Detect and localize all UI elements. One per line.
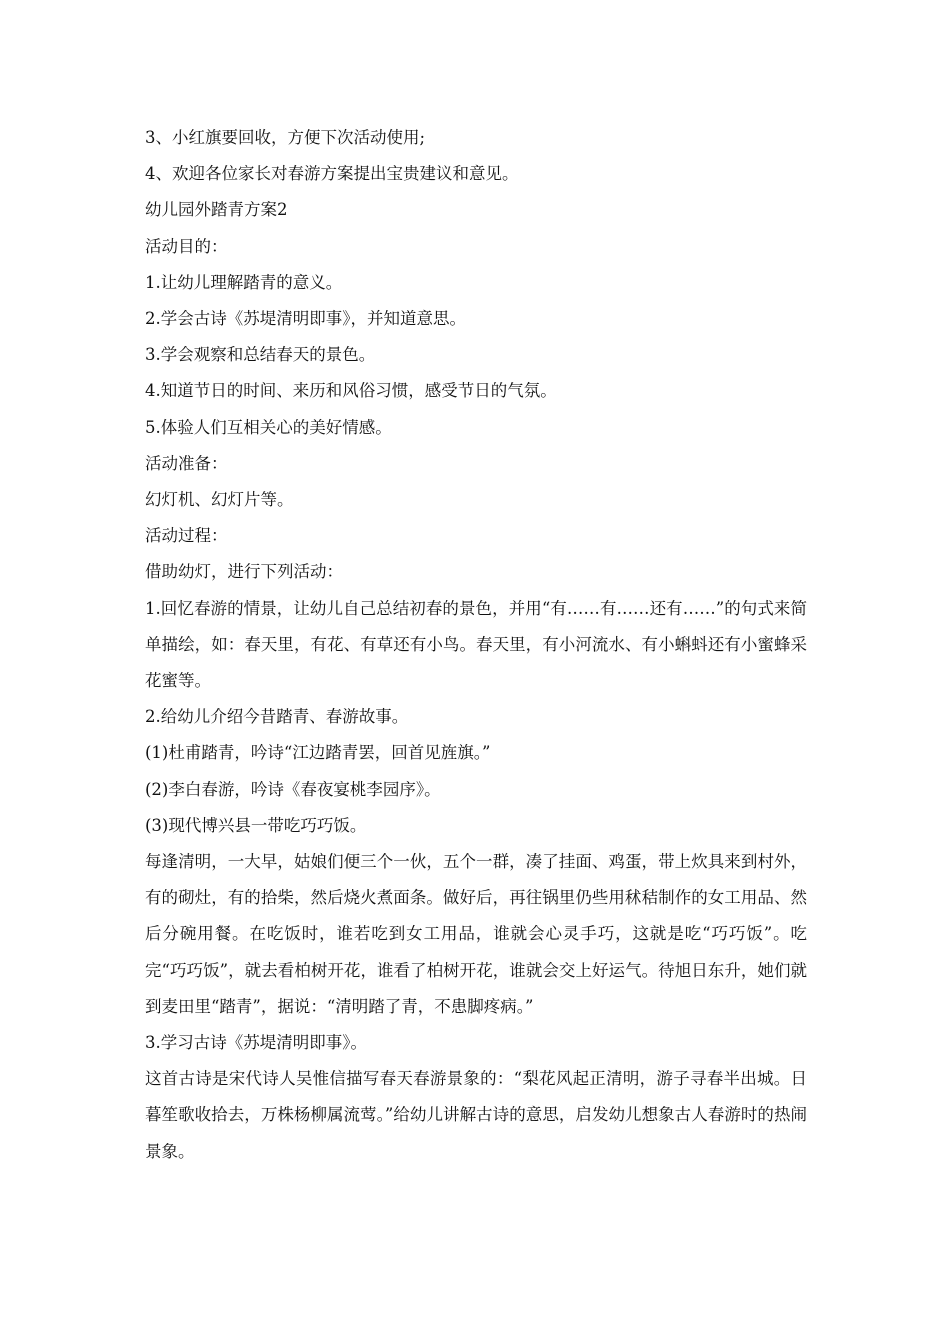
goal-item-4: 4.知道节日的时间、来历和风俗习惯，感受节日的气氛。 — [145, 381, 557, 401]
process-intro: 借助幼灯，进行下列活动： — [145, 562, 343, 582]
note-item-3: 3、小红旗要回收，方便下次活动使用; — [145, 128, 426, 147]
story-item-1: (1)杜甫踏青，吟诗“江边踏青罢，回首见旌旗。” — [145, 743, 491, 763]
document-body — [145, 120, 807, 1170]
process-step-2: 2.给幼儿介绍今昔踏青、春游故事。 — [145, 707, 409, 727]
story-description: 每逢清明，一大早，姑娘们便三个一伙，五个一群，凑了挂面、鸡蛋，带上炊具来到村外，有的砌灶，有的拾柴，然后烧火煮面条。做好后，再往锅里仍些用秫秸制作的女工用品、然后分碗用餐。在吃饭时，谁若吃到女工用品，谁就会心灵手巧，这就是吃“巧巧饭”。吃完“巧巧饭”，就去看柏树开花，谁看了柏树开花，谁就会交上好运气。待旭日东升，她们就到麦田里“踏青”，据说：“清明踏了青，不患脚疼病。” — [145, 852, 807, 1016]
heading-goals: 活动目的： — [145, 236, 228, 256]
story-item-2: (2)李白春游，吟诗《春夜宴桃李园序》。 — [145, 779, 441, 799]
goal-item-1: 1.让幼儿理解踏青的意义。 — [145, 272, 343, 292]
process-step-1: 1.回忆春游的情景，让幼儿自己总结初春的景色，并用“有……有……还有……”的句式来简单描绘，如：春天里，有花、有草还有小鸟。春天里，有小河流水、有小蝌蚪还有小蜜蜂采花蜜等。 — [145, 598, 807, 691]
goal-item-3: 3.学会观察和总结春天的景色。 — [145, 345, 376, 365]
heading-process: 活动过程： — [145, 526, 228, 546]
story-item-3: (3)现代博兴县一带吃巧巧饭。 — [145, 815, 367, 835]
goal-item-5: 5.体验人们互相关心的美好情感。 — [145, 417, 392, 437]
heading-preparation: 活动准备： — [145, 453, 228, 473]
preparation-text: 幻灯机、幻灯片等。 — [145, 490, 294, 510]
process-step-3: 3.学习古诗《苏堤清明即事》。 — [145, 1033, 367, 1053]
poem-description: 这首古诗是宋代诗人吴惟信描写春天春游景象的：“梨花风起正清明，游子寻春半出城。日暮笙歌收拾去，万株杨柳属流莺。”给幼儿讲解古诗的意思，启发幼儿想象古人春游时的热闹景象。 — [145, 1069, 807, 1161]
note-item-4: 4、欢迎各位家长对春游方案提出宝贵建议和意见。 — [145, 164, 519, 184]
goal-item-2: 2.学会古诗《苏堤清明即事》，并知道意思。 — [145, 309, 466, 329]
section-title: 幼儿园外踏青方案2 — [145, 200, 288, 220]
